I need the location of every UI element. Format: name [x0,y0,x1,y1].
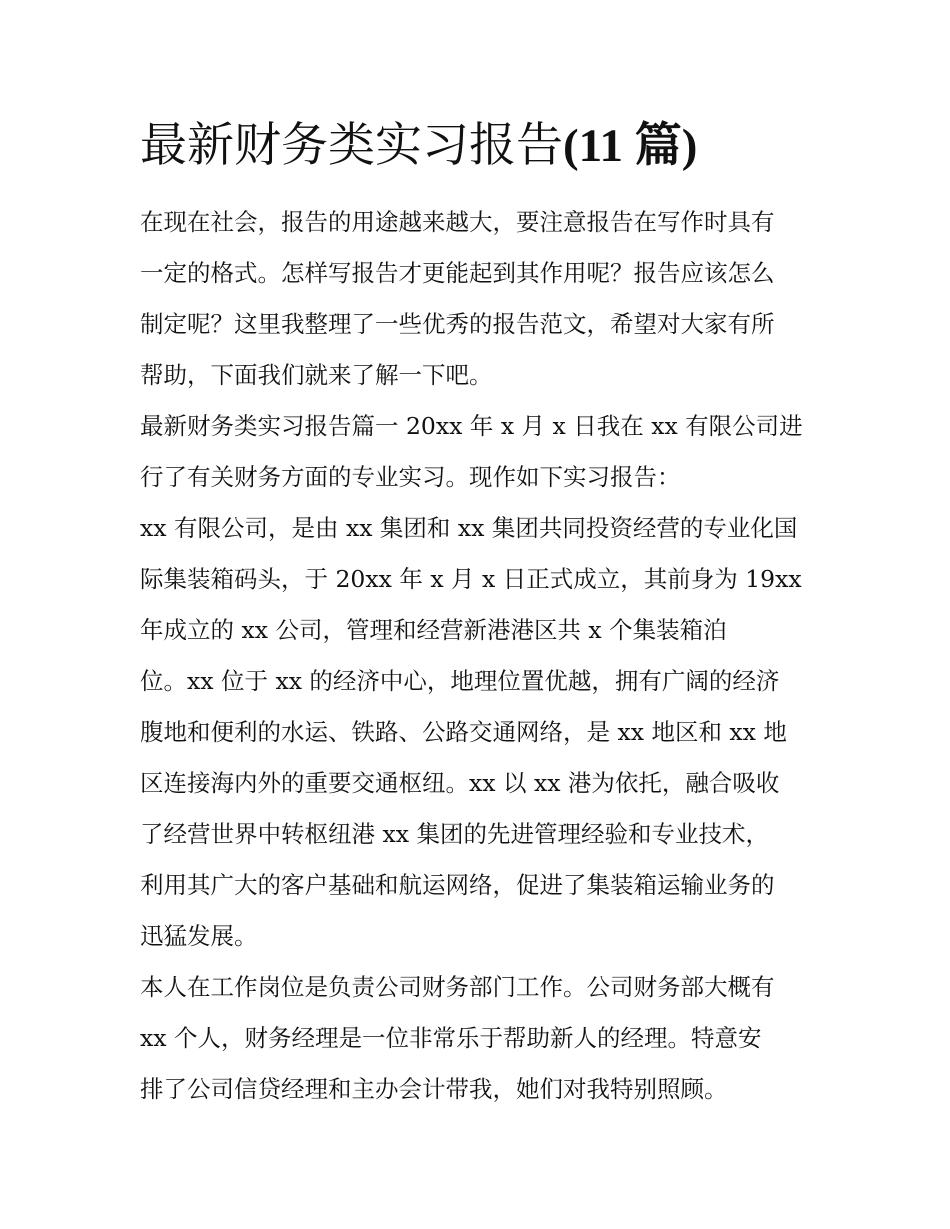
body-line: 行了有关财务方面的专业实习。现作如下实习报告： [140,463,681,491]
document-title [140,116,840,176]
body-line: 利用其广大的客户基础和航运网络，促进了集装箱运输业务的 [140,871,775,899]
body-line: 最新财务类实习报告篇一 20xx 年 x 月 x 日我在 xx 有限公司进 [140,412,803,440]
document-title-suffix: (11 篇) [563,120,698,172]
body-line: 了经营世界中转枢纽港 xx 集团的先进管理经验和专业技术， [140,820,769,848]
body-line: xx 个人，财务经理是一位非常乐于帮助新人的经理。特意安 [140,1024,762,1052]
body-line: 本人在工作岗位是负责公司财务部门工作。公司财务部大概有 [140,973,775,1001]
body-line: 排了公司信贷经理和主办会计带我，她们对我特别照顾。 [140,1075,728,1103]
body-line: 一定的格式。怎样写报告才更能起到其作用呢？报告应该怎么 [140,259,775,287]
body-line: 制定呢？这里我整理了一些优秀的报告范文，希望对大家有所 [140,310,775,338]
document-title-main: 最新财务类实习报告 [140,118,563,173]
body-line: 在现在社会，报告的用途越来越大，要注意报告在写作时具有 [140,208,775,236]
document-body [140,197,812,1115]
body-line: 年成立的 xx 公司，管理和经营新港港区共 x 个集装箱泊 [140,616,727,644]
body-line: 腹地和便利的水运、铁路、公路交通网络，是 xx 地区和 xx 地 [140,718,787,746]
body-line: 位。xx 位于 xx 的经济中心，地理位置优越，拥有广阔的经济 [140,667,780,695]
body-line: 帮助，下面我们就来了解一下吧。 [140,361,493,389]
body-line: 区连接海内外的重要交通枢纽。xx 以 xx 港为依托，融合吸收 [140,769,780,797]
body-line: 际集装箱码头，于 20xx 年 x 月 x 日正式成立，其前身为 19xx [140,565,802,593]
body-line: xx 有限公司，是由 xx 集团和 xx 集团共同投资经营的专业化国 [140,514,798,542]
body-line: 迅猛发展。 [140,922,258,950]
